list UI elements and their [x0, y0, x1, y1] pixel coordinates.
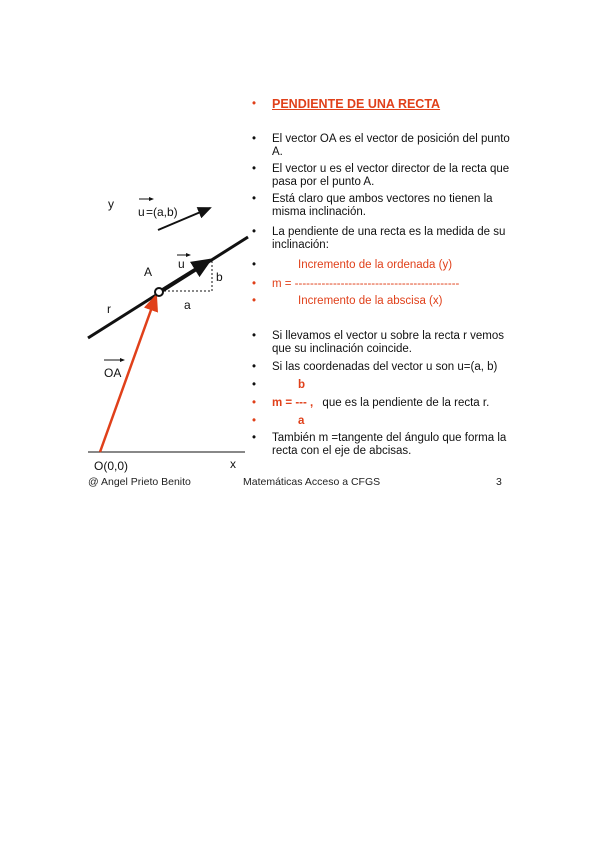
- slide-title: PENDIENTE DE UNA RECTA: [272, 97, 441, 111]
- oa-label: OA: [104, 366, 122, 380]
- bullet-text: Está claro que ambos vectores no tienen la misma inclinación.: [272, 193, 493, 218]
- y-axis-label: y: [108, 197, 114, 211]
- bullet-dot: •: [252, 278, 257, 290]
- bullet-dot: •: [252, 163, 257, 175]
- bullet-dot: •: [252, 432, 257, 444]
- bullet-dot: •: [252, 193, 257, 205]
- slope-numerator: b: [298, 379, 306, 391]
- footer-page-number: 3: [496, 476, 502, 488]
- vector-u-on-line: [160, 260, 210, 291]
- slope-fraction: m = --- ,: [272, 397, 314, 409]
- point-a-marker: [155, 288, 163, 296]
- formula-numerator: Incremento de la ordenada (y): [298, 259, 453, 271]
- bullet-dot: •: [252, 226, 257, 238]
- slope-formula: [272, 397, 517, 410]
- bullet-text: Si llevamos el vector u sobre la recta r vemos que su inclinación coincide.: [272, 330, 505, 355]
- bullet-text: Si las coordenadas del vector u son u=(a, b): [272, 361, 498, 373]
- slope-denominator: a: [298, 415, 305, 427]
- bullet-dot: •: [252, 330, 257, 342]
- bullet-text: El vector OA es el vector de posición del punto A.: [272, 133, 510, 158]
- point-a-label: A: [144, 265, 153, 279]
- u-def-symbol: u: [138, 205, 145, 219]
- bullet-dot: •: [252, 295, 257, 307]
- formula-denominator: Incremento de la abscisa (x): [298, 295, 443, 307]
- bullet-dot: •: [252, 361, 257, 373]
- u-def-coords: =(a,b): [146, 205, 178, 219]
- x-axis-label: x: [230, 457, 236, 471]
- bullet-dot: •: [252, 379, 257, 391]
- footer-course: Matemáticas Acceso a CFGS: [243, 476, 381, 488]
- bullet-dot: •: [252, 397, 257, 409]
- footer-author: @ Angel Prieto Benito: [88, 476, 191, 488]
- bullet-dot: •: [252, 133, 257, 145]
- vector-diagram: [80, 190, 260, 480]
- slope-description: que es la pendiente de la recta r.: [322, 397, 490, 409]
- bullet-dot: •: [252, 415, 257, 427]
- b-label: b: [216, 270, 223, 284]
- bullet-dot: •: [252, 98, 257, 110]
- formula-fraction: m = -------------------------------------------: [272, 278, 460, 290]
- bullet-text: También m =tangente del ángulo que forma la recta con el eje de abcisas.: [272, 432, 507, 457]
- line-r-label: r: [107, 302, 111, 316]
- bullet-text: La pendiente de una recta es la medida de su inclinación:: [272, 226, 506, 251]
- bullet-dot: •: [252, 259, 257, 271]
- u-label: u: [178, 257, 185, 271]
- a-label: a: [184, 298, 191, 312]
- origin-label: O(0,0): [94, 459, 129, 473]
- bullet-text: El vector u es el vector director de la recta que pasa por el punto A.: [272, 163, 510, 188]
